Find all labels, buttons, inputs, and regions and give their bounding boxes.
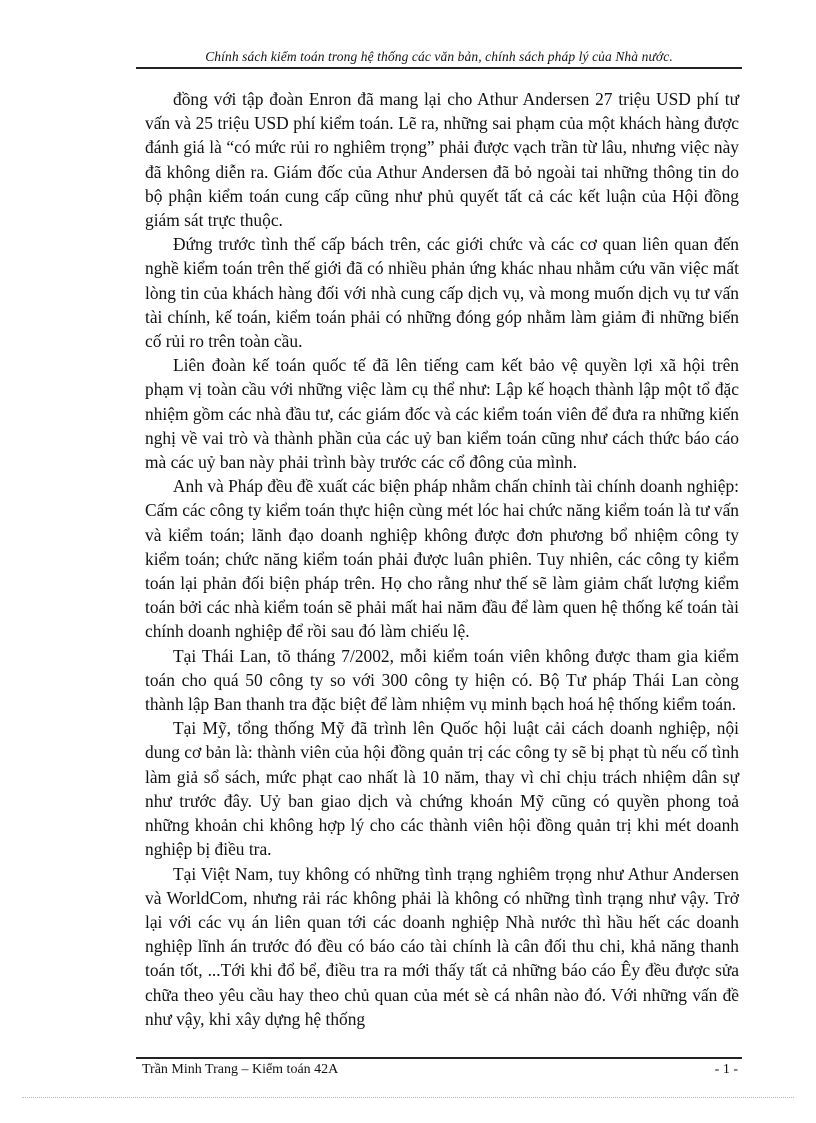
footer-rule [136, 1057, 742, 1059]
paragraph: Đứng trước tình thế cấp bách trên, các giới chức và các cơ quan liên quan đến nghề kiểm toán trên thế giới đã có nhiều phản ứng khác nhau nhằm cứu vãn việc mất lòng tin của khách hàng đối với nhà cung cấp dịch vụ, và mong muốn dịch vụ tư vấn tài chính, kế toán, kiểm toán phải có những đóng góp nhằm làm giảm đi những biến cố rủi ro trên toàn cầu. [145, 234, 739, 352]
page-header: Chính sách kiểm toán trong hệ thống các văn bản, chính sách pháp lý của Nhà nước. [136, 49, 742, 69]
paragraph: Anh và Pháp đều đề xuất các biện pháp nhằm chấn chỉnh tài chính doanh nghiệp: Cấm các công ty kiểm toán thực hiện cùng mét lóc hai chức năng kiểm toán là tư vấn và kiểm toán; lãnh đạo doanh nghiệp không được đơn phương bổ nhiệm công ty kiểm toán; chức năng kiểm toán phải được luân phiên. Tuy nhiên, các công ty kiểm toán lại phản đối biện pháp trên. Họ cho rằng như thế sẽ làm giảm chất lượng kiểm toán bởi các nhà kiểm toán sẽ phải mất hai năm đầu để làm quen hệ thống kế toán tài chính doanh nghiệp để rồi sau đó làm chiếu lệ. [145, 476, 739, 642]
page-boundary [22, 1097, 794, 1098]
footer-author: Trần Minh Trang – Kiểm toán 42A [142, 1062, 339, 1077]
page-footer [142, 1062, 738, 1078]
paragraph: Tại Mỹ, tổng thống Mỹ đã trình lên Quốc hội luật cải cách doanh nghiệp, nội dung cơ bản là: thành viên của hội đồng quản trị các công ty sẽ bị phạt tù nếu cố tình làm giả sổ sách, mức phạt cao nhất là 10 năm, thay vì chỉ chịu trách nhiệm dân sự như trước đây. Uỷ ban giao dịch và chứng khoán Mỹ cũng có quyền phong toả những khoản chi không hợp lý cho các thành viên hội đồng quản trị khi mét doanh nghiệp bị điều tra. [145, 718, 739, 860]
paragraph: đồng với tập đoàn Enron đã mang lại cho Athur Andersen 27 triệu USD phí tư vấn và 25 triệu USD phí kiểm toán. Lẽ ra, những sai phạm của một khách hàng được đánh giá là “có mức rủi ro nghiêm trọng” phải được vạch trần từ lâu, nhưng việc này đã không diễn ra. Giám đốc của Athur Andersen đã bỏ ngoài tai những thông tin do bộ phận kiểm toán cung cấp cũng như phủ quyết tất cả các kết luận của Hội đồng giám sát trực thuộc. [145, 89, 739, 231]
document-body [145, 87, 739, 1031]
paragraph: Liên đoàn kế toán quốc tế đã lên tiếng cam kết bảo vệ quyền lợi xã hội trên phạm vị toàn cầu với những việc làm cụ thể như: Lập kế hoạch thành lập một tổ đặc nhiệm gồm các nhà đầu tư, các giám đốc và các kiểm toán viên để đưa ra những kiến nghị về vai trò và thành phần của các uỷ ban kiểm toán cũng như cách thức báo cáo mà các uỷ ban này phải trình bày trước các cổ đông của mình. [145, 355, 739, 473]
page-number: - 1 - [714, 1062, 738, 1077]
paragraph: Tại Việt Nam, tuy không có những tình trạng nghiêm trọng như Athur Andersen và WorldCom, nhưng rải rác không phải là không có những tình trạng như vậy. Trở lại với các vụ án liên quan tới các doanh nghiệp Nhà nước thì hầu hết các doanh nghiệp lĩnh án trước đó đều có báo cáo tài chính là cân đối thu chi, khả năng thanh toán tốt, ...Tới khi đổ bể, điều tra ra mới thấy tất cả những báo cáo Êy đều được sửa chữa theo yêu cầu hay theo chủ quan của mét sè cá nhân nào đó. Với những vấn đề như vậy, khi xây dựng hệ thống [145, 863, 739, 1029]
paragraph: Tại Thái Lan, tõ tháng 7/2002, mỗi kiểm toán viên không được tham gia kiểm toán cho quá 50 công ty so với 300 công ty hiện có. Bộ Tư pháp Thái Lan còng thành lập Ban thanh tra đặc biệt để làm nhiệm vụ minh bạch hoá hệ thống kiểm toán. [145, 645, 739, 715]
